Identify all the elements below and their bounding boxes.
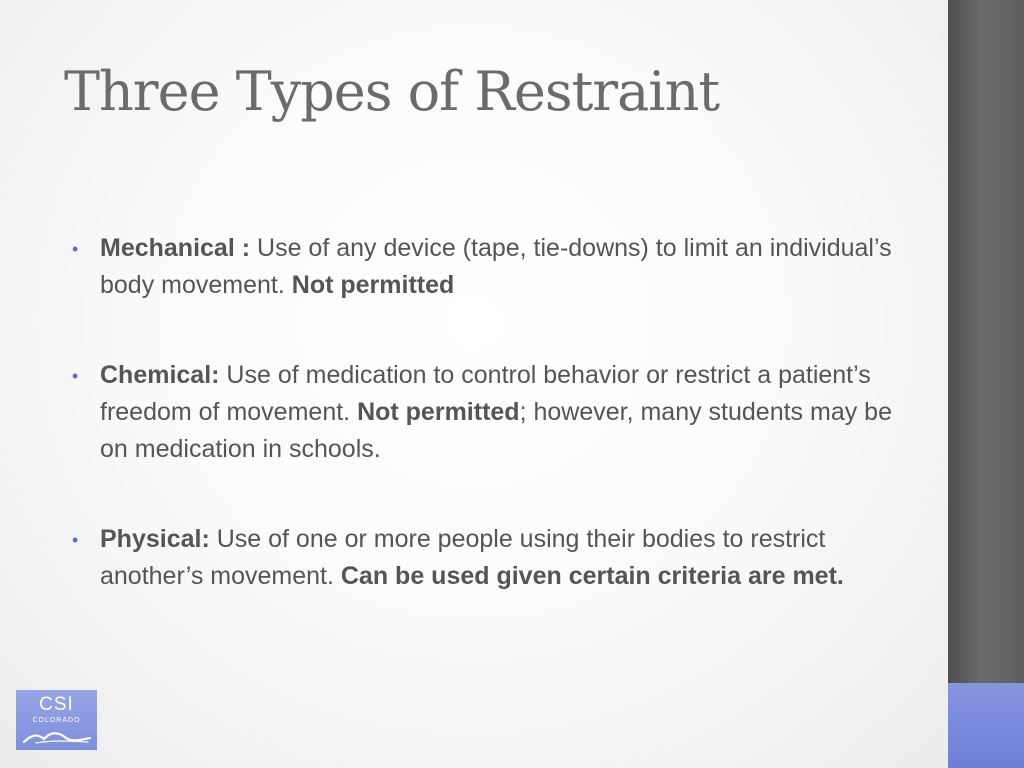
bullet-icon: • bbox=[72, 530, 79, 550]
bullet-chemical bbox=[72, 357, 892, 468]
side-bar-decoration bbox=[948, 0, 1024, 683]
bullet-term: Chemical: bbox=[100, 361, 220, 389]
bullet-term: Mechanical : bbox=[100, 234, 251, 262]
bullet-term: Physical: bbox=[100, 525, 210, 553]
bullet-physical bbox=[72, 521, 892, 595]
mountain-icon bbox=[22, 728, 92, 746]
bullet-text: Use of one or more people using their bodies to restrict another’s movement. bbox=[100, 525, 826, 590]
bullet-text: Use of medication to control behavior or restrict a patient’s freedom of movement. bbox=[100, 361, 871, 426]
bullet-emphasis: Can be used given certain criteria are met. bbox=[340, 562, 844, 590]
bullet-text: Use of any device (tape, tie-downs) to limit an individual’s body movement. bbox=[100, 234, 892, 299]
bullet-emphasis: Not permitted bbox=[291, 271, 455, 299]
bullet-icon: • bbox=[72, 366, 79, 386]
slide-title: Three Types of Restraint bbox=[64, 60, 720, 123]
bullet-emphasis: Not permitted bbox=[357, 398, 520, 426]
csi-colorado-logo bbox=[16, 690, 97, 750]
logo-main-text: CSI bbox=[39, 694, 74, 715]
bullet-list bbox=[72, 230, 892, 648]
bullet-icon: • bbox=[72, 239, 79, 259]
side-accent-block bbox=[948, 683, 1024, 768]
bullet-mechanical bbox=[72, 230, 892, 304]
bullet-tail: ; however, many students may be on medication in schools. bbox=[100, 398, 892, 463]
logo-sub-text: COLORADO bbox=[32, 717, 81, 724]
